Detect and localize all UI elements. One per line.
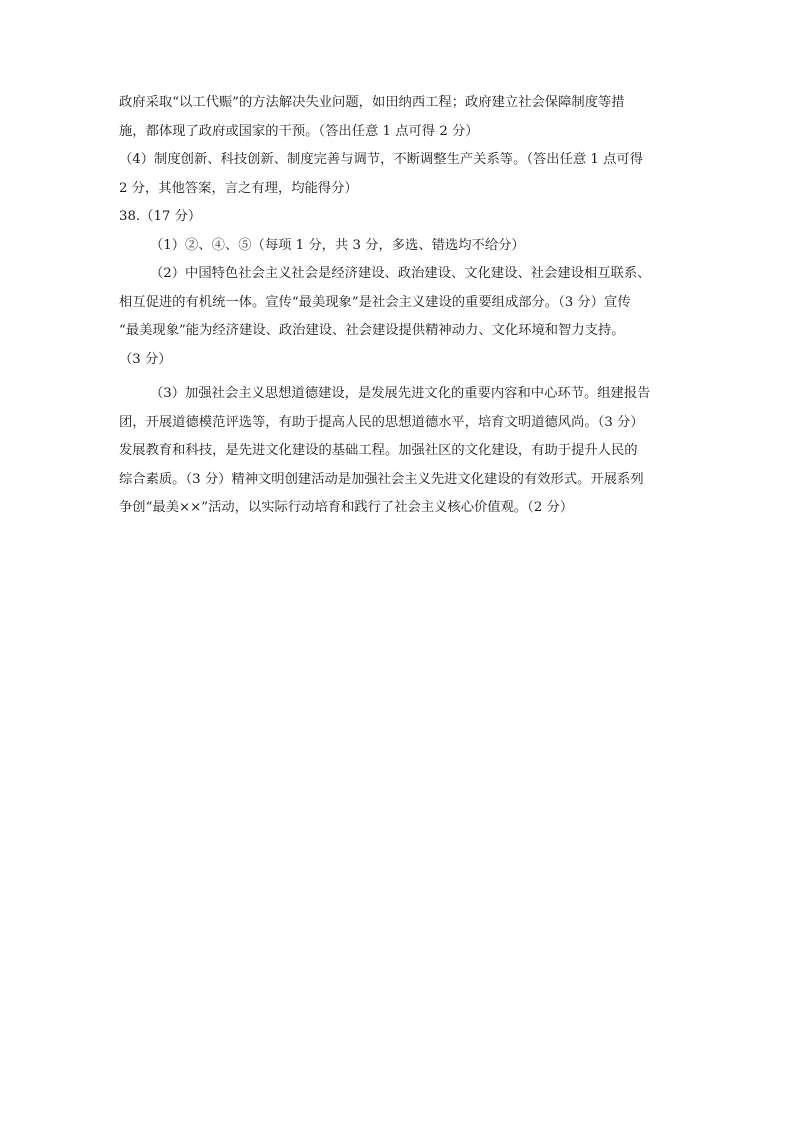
text-line: （2）中国特色社会主义社会是经济建设、政治建设、文化建设、社会建设相互联系、 [150, 266, 651, 281]
text-line: 综合素质。（3 分）精神文明创建活动是加强社会主义先进文化建设的有效形式。开展系列 [119, 471, 644, 487]
question-number: 38.（17 分） [119, 209, 202, 224]
text-line: 争创“最美××”活动，以实际行动培育和践行了社会主义核心价值观。（2 分） [119, 500, 574, 515]
text-line: （3 分） [119, 351, 172, 367]
text-line: 发展教育和科技，是先进文化建设的基础工程。加强社区的文化建设，有助于提升人民的 [119, 443, 638, 458]
text-line: 团，开展道德模范评选等，有助于提高人民的思想道德水平，培育文明道德风尚。（3 分） [119, 414, 644, 430]
text-line: （3）加强社会主义思想道德建设，是发展先进文化的重要内容和中心环节。组建报告 [150, 386, 651, 401]
text-line: 政府采取“以工代赈”的方法解决失业问题，如田纳西工程；政府建立社会保障制度等措 [119, 95, 625, 110]
answer-text-block [119, 89, 679, 523]
text-line: 2 分，其他答案，言之有理，均能得分） [119, 180, 358, 196]
text-line: 施，都体现了政府或国家的干预。（答出任意 1 点可得 2 分） [119, 123, 479, 139]
text-line: 相互促进的有机统一体。宣传“最美现象”是社会主义建设的重要组成部分。（3 分）宣传 [119, 294, 631, 310]
text-line: “最美现象”能为经济建设、政治建设、社会建设提供精神动力、文化环境和智力支持。 [119, 323, 625, 338]
text-line: （4）制度创新、科技创新、制度完善与调节，不断调整生产关系等。（答出任意 1 点可得 [119, 152, 644, 167]
text-line: （1）②、④、⑤（每项 1 分，共 3 分，多选、错选均不给分） [150, 237, 525, 253]
